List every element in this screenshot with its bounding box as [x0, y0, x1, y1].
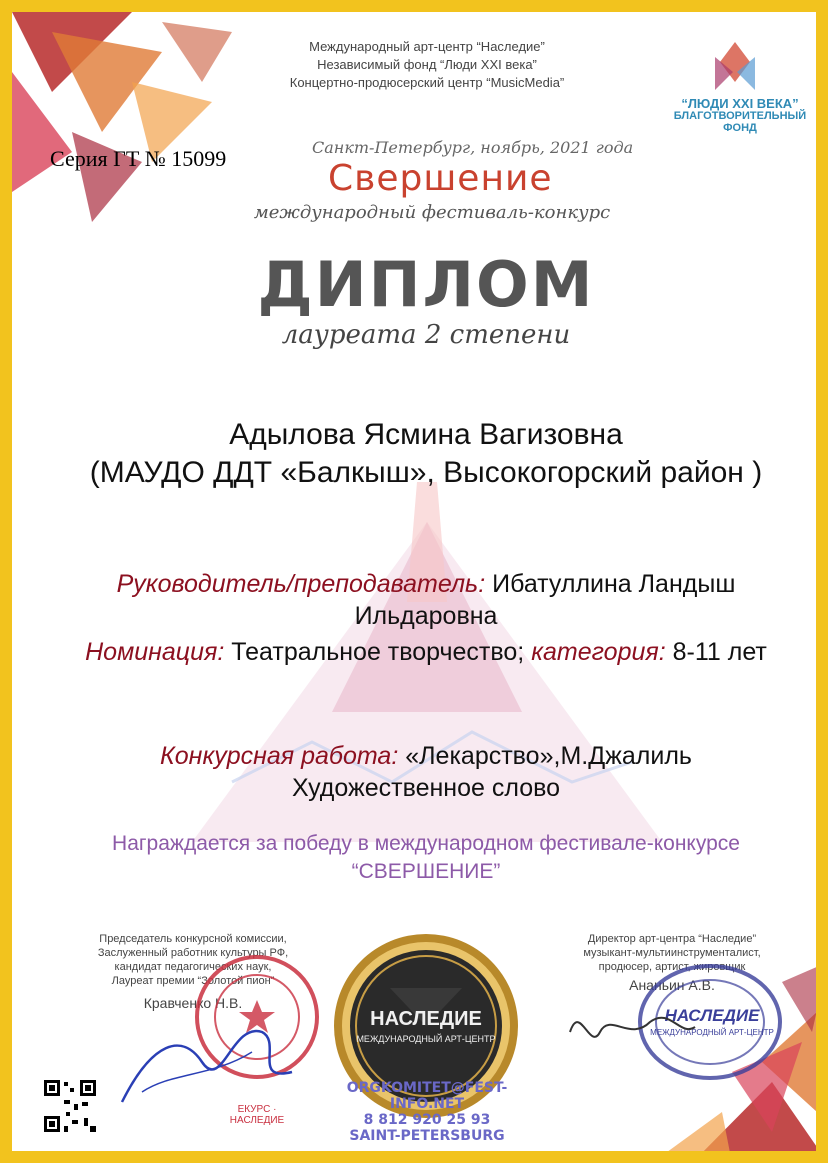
signature-line: музыкант-мультиинструменталист, — [583, 947, 761, 959]
participant-block — [82, 416, 770, 492]
signature-line: Председатель конкурсной комиссии, — [99, 933, 287, 945]
category-label: категория: — [531, 638, 666, 666]
contact-city: SAINT-PETERSBURG — [349, 1128, 505, 1144]
fund-logo-icon — [705, 42, 765, 92]
left-seal-text: ЕКУРС · НАСЛЕДИЕ — [229, 1104, 285, 1126]
corner-triangles-top-left — [12, 12, 242, 242]
festival-subtitle: международный фестиваль-конкурс — [253, 202, 611, 223]
left-signature-scribble — [112, 1002, 302, 1112]
signature-line: продюсер, артист, жировщик — [598, 961, 746, 973]
center-seal-subtitle: МЕЖДУНАРОДНЫЙ АРТ-ЦЕНТР — [356, 1034, 496, 1044]
qr-code — [42, 1078, 98, 1134]
signature-line: Заслуженный работник культуры РФ, — [97, 947, 289, 959]
category-value: 8-11 лет — [665, 638, 767, 666]
organizers — [232, 38, 622, 92]
award-title: “СВЕРШЕНИЕ” — [351, 860, 501, 883]
fund-title: “ЛЮДИ XXI ВЕКА” — [681, 96, 799, 111]
contact-email: ORGKOMITET@FEST-INFO.NET — [346, 1080, 508, 1112]
award-line: Награждается за победу в международном фестивале-конкурсе — [112, 832, 740, 855]
signature-line: Лауреат премии “Золотой пион” — [111, 975, 275, 987]
diploma-degree: лауреата 2 степени — [281, 320, 571, 350]
fund-logo-text — [660, 98, 820, 134]
nomination-block — [52, 636, 800, 668]
work-block — [102, 740, 750, 804]
nomination-value: Театральное творчество; — [224, 638, 532, 666]
right-seal-subtitle: МЕЖДУНАРОДНЫЙ АРТ-ЦЕНТР — [650, 1028, 774, 1037]
work-value: «Лекарство»,М.Джалиль Художественное слово — [291, 742, 692, 802]
participant-organization: (МАУДО ДДТ «Балкыш», Высокогорский район ) — [89, 456, 763, 489]
signature-line: кандидат педагогических наук, — [114, 961, 272, 973]
leader-label: Руководитель/преподаватель: — [116, 570, 486, 598]
fund-line: ФОНД — [723, 122, 757, 134]
signature-line: Директор арт-центра “Наследие” — [587, 933, 757, 945]
diploma-title: ДИПЛОМ — [257, 248, 595, 321]
organizer-line: Международный арт-центр “Наследие” — [309, 39, 545, 54]
contact-phone: 8 812 920 25 93 — [363, 1112, 491, 1128]
nomination-label: Номинация: — [85, 638, 225, 666]
organizer-line: Независимый фонд “Люди XXI века” — [317, 57, 537, 72]
signer-name: Кравченко Н.В. — [143, 995, 243, 1011]
festival-name: Свершение — [328, 158, 553, 199]
leader-value: Ибатуллина Ландыш Ильдаровна — [354, 570, 736, 630]
right-signature-scribble — [560, 992, 700, 1062]
festival-place-date: Санкт-Петербург, ноябрь, 2021 года — [312, 138, 634, 157]
fund-line: БЛАГОТВОРИТЕЛЬНЫЙ — [673, 110, 807, 122]
signer-name: Ананьин А.В. — [629, 977, 715, 993]
center-seal-title: НАСЛЕДИЕ — [370, 1008, 482, 1030]
right-seal-title: НАСЛЕДИЕ — [664, 1006, 760, 1025]
work-label: Конкурсная работа: — [160, 742, 399, 770]
award-text — [52, 830, 800, 886]
organizer-line: Концертно-продюсерский центр “MusicMedia” — [289, 75, 565, 90]
series-number: Серия ГТ № 15099 — [50, 146, 227, 171]
leader-block — [52, 568, 800, 632]
participant-name: Адылова Ясмина Вагизовна — [229, 418, 623, 451]
contacts-block — [312, 1080, 542, 1144]
